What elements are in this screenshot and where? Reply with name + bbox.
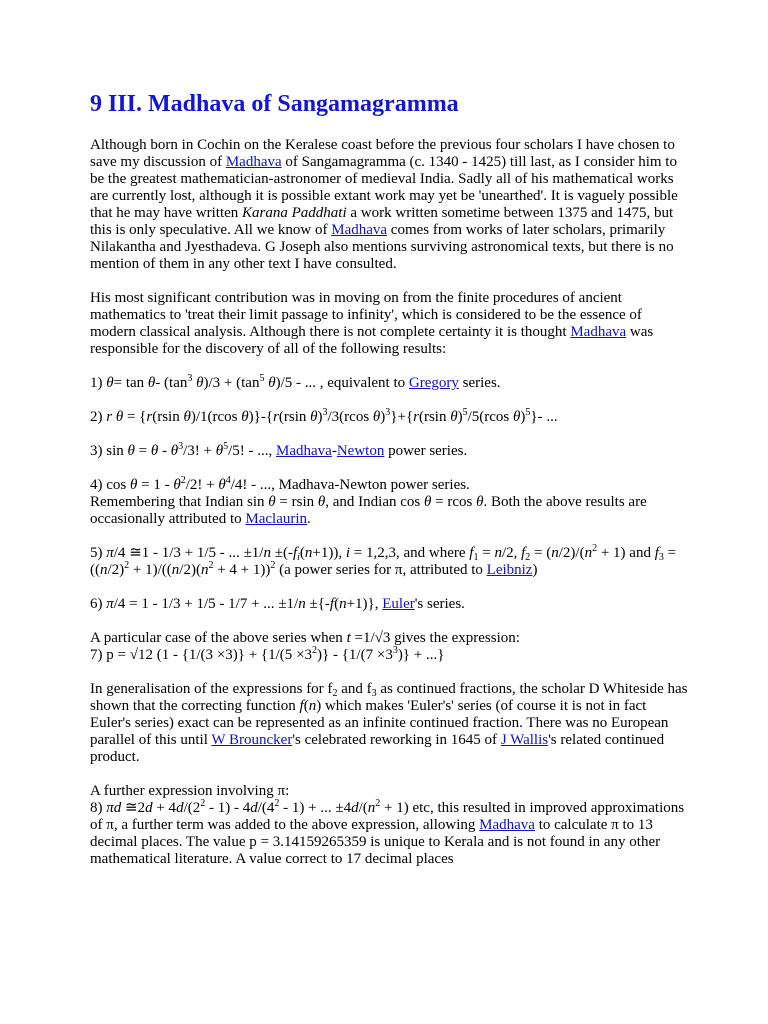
- link-madhava[interactable]: Madhava: [276, 443, 332, 459]
- result-4: 4) $\cos \theta = 1 - \theta^2/2$! + $\theta^4/4$! - ..., Madhava-Newton power series.: [90, 475, 470, 493]
- link-madhava[interactable]: Madhava: [570, 324, 627, 340]
- work-title: Karana Paddhati: [242, 205, 347, 221]
- paragraph-contribution: His most significant contribution was in moving on from the finite procedures of ancient mathematics to 'treat their limit passage to infinity', which is considered to be the essence of modern classical analysis. Although there is not complete certainty it is thought Madhava was responsible for the discovery of all of the following results:: [90, 290, 654, 357]
- result-3: 3) $\sin \theta = \theta - \theta^3/3$! + $\theta^5/5$! - ..., Madhava-Newton power series.: [90, 441, 468, 459]
- paragraph-indian-trig: Remembering that Indian sin θ = rsin θ, and Indian cos θ = rcos θ. Both the above results are occasionally attributed to Maclaurin.: [90, 494, 647, 527]
- link-madhava[interactable]: Madhava: [479, 817, 535, 833]
- paragraph-further-expression: A further expression involving π:: [90, 783, 290, 799]
- result-8: 8) πd ≅2d + $4d/(2^2 - 1) - 4d/(4^2 - 1)$ + ... $\pm 4d/(n^2 + 1)$ etc, this resulted in improved approximations of π, a further term was added to the above expression, allowing Madhava to calculate π to 13 decimal places. The value p = 3.14159265359 is unique to Kerala and is not found in any other mathematical literature. A value correct to 17 decimal places: [90, 798, 685, 867]
- link-brouncker[interactable]: W Brouncker: [211, 732, 293, 748]
- link-wallis[interactable]: J Wallis: [500, 732, 549, 748]
- result-7: 7) p = √12 ($1 - \{1/(3 \times 3)\} + \{1/(5 \times 3^2)\} - \{1/(7 \times 3^3)\}$ + ...}: [90, 645, 445, 663]
- link-madhava[interactable]: Madhava: [225, 154, 282, 170]
- page-title: 9 III. Madhava of Sangamagramma: [90, 91, 459, 117]
- link-leibniz[interactable]: Leibniz: [486, 562, 533, 578]
- link-maclaurin[interactable]: Maclaurin: [245, 511, 308, 527]
- result-6: 6) π/4 = 1 - 1/3 + 1/5 - 1/7 + ... ±1/n ±{-f(n+1)}, Euler's series.: [90, 596, 465, 612]
- paragraph-particular-case: A particular case of the above series when t =1/√3 gives the expression:: [90, 630, 520, 646]
- link-euler[interactable]: Euler: [382, 596, 415, 612]
- document: [90, 88, 690, 885]
- link-gregory[interactable]: Gregory: [408, 375, 459, 391]
- link-madhava[interactable]: Madhava: [331, 222, 388, 238]
- result-5: 5) π/4 ≅1 - 1/3 + 1/5 - ... $\pm 1/n \pm(-f_i(n+1))$, i = 1,2,3, and where $f_1 = n/2$, $f_2 = (n/2)/(n^2 + 1)$ and $f_3 = ((n/2)^2 + 1)/((n/2)(n^2 + 4 + 1))^2$ (a power series for π, attributed to Leibniz): [90, 543, 677, 578]
- result-1: 1) θ= tan θ- ($\tan^3$ $\theta)/3 + (\tan^5$ θ)/5 - ... , equivalent to Gregory series.: [90, 373, 501, 391]
- result-2: 2) r θ = {r(rsin θ)/1(rcos θ)}-{r(rsin θ)$^3$/3(rcos θ)$^3$}+{r(rsin θ)$^5$/5(rcos θ)$^5$}- ...: [90, 407, 558, 425]
- paragraph-whiteside: In generalisation of the expressions for $f_2$ and $f_3$ as continued fractions, the scholar D Whiteside has shown that the correcting function f(n) which makes 'Euler's' series (of course it is not in fact Euler's series) exact can be represented as an infinite continued fraction. There was no European parallel of this until W Brouncker's celebrated reworking in 1645 of J Wallis's related continued product.: [90, 681, 688, 765]
- link-newton[interactable]: Newton: [336, 443, 385, 459]
- paragraph-intro: Although born in Cochin on the Keralese coast before the previous four scholars I have chosen to save my discussion of Madhava of Sangamagramma (c. 1340 - 1425) till last, as I consider him to be the greatest mathematician-astronomer of medieval India. Sadly all of his mathematical works are currently lost, although it is possible extant work may yet be 'unearthed'. It is vaguely possible that he may have written Karana Paddhati a work written sometime between 1375 and 1475, but this is only speculative. All we know of Madhava comes from works of later scholars, primarily Nilakantha and Jyesthadeva. G Joseph also mentions surviving astronomical texts, but there is no mention of them in any other text I have consulted.: [90, 137, 678, 272]
